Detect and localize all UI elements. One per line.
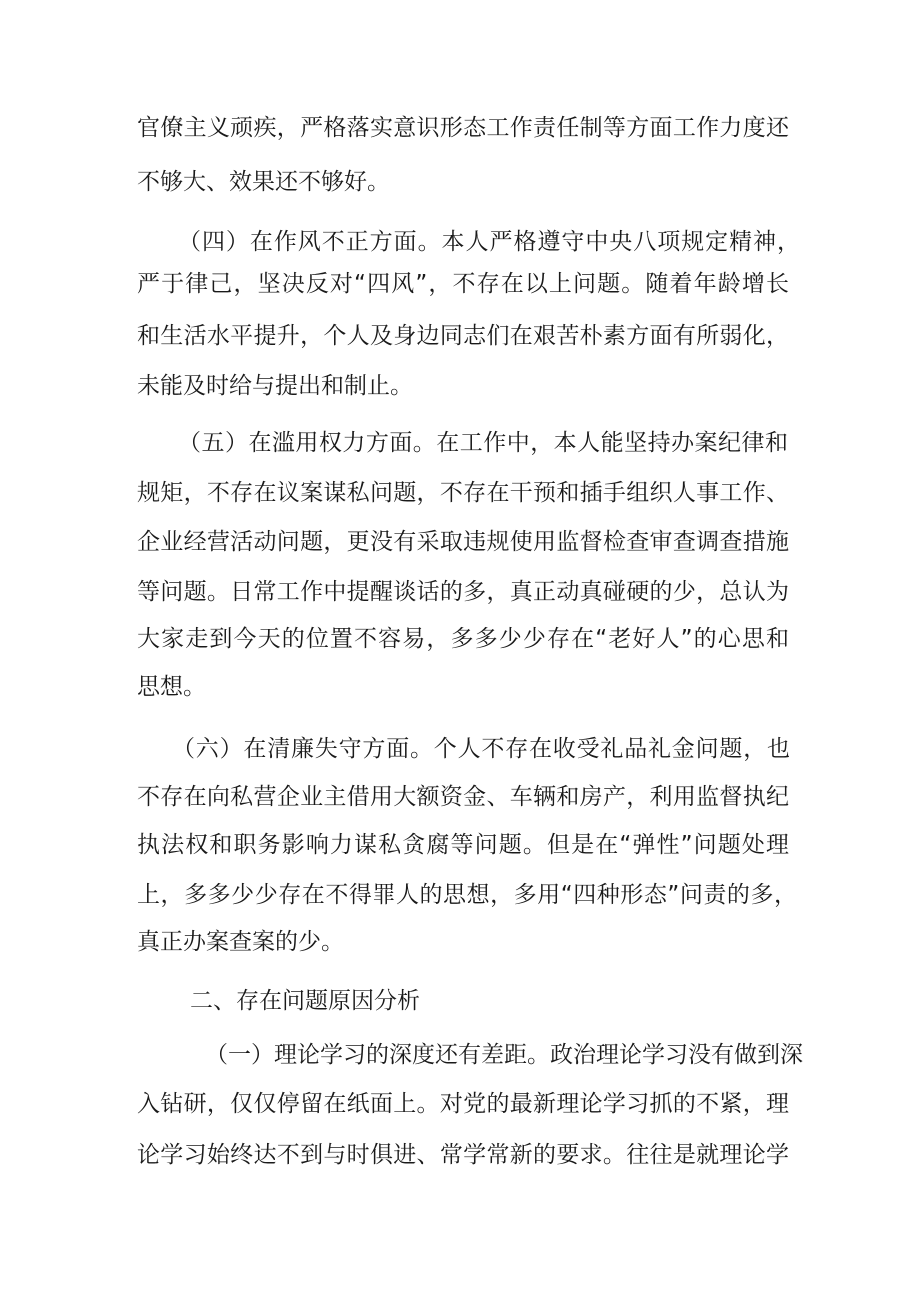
text-line: （六）在清廉失守方面。个人不存在收受礼品礼金问题，也 bbox=[172, 736, 790, 762]
text-line: 和生活水平提升，个人及身边同志们在艰苦朴素方面有所弱化， bbox=[137, 323, 789, 349]
text-line: 官僚主义顽疾，严格落实意识形态工作责任制等方面工作力度还 bbox=[137, 115, 789, 141]
text-line: （四）在作风不正方面。本人严格遵守中央八项规定精神， bbox=[178, 229, 800, 255]
text-line: 规矩，不存在议案谋私问题，不存在干预和插手组织人事工作、 bbox=[137, 480, 789, 506]
text-line: 严于律己，坚决反对“四风”，不存在以上问题。随着年龄增长 bbox=[137, 271, 789, 297]
text-line: 入钻研，仅仅停留在纸面上。对党的最新理论学习抓的不紧，理 bbox=[137, 1091, 789, 1117]
text-line: 思想。 bbox=[137, 674, 206, 700]
text-line: 不够大、效果还不够好。 bbox=[137, 169, 390, 195]
text-line: 未能及时给与提出和制止。 bbox=[137, 373, 413, 399]
text-line: 企业经营活动问题，更没有采取违规使用监督检查审查调查措施 bbox=[137, 529, 789, 555]
section-heading: 二、存在问题原因分析 bbox=[190, 988, 420, 1014]
text-line: （一）理论学习的深度还有差距。政治理论学习没有做到深 bbox=[205, 1042, 803, 1068]
text-line: （五）在滥用权力方面。在工作中，本人能坚持办案纪律和 bbox=[178, 430, 788, 456]
text-line: 大家走到今天的位置不容易，多多少少存在“老好人”的心思和 bbox=[137, 626, 789, 652]
text-line: 执法权和职务影响力谋私贪腐等问题。但是在“弹性”问题处理 bbox=[137, 832, 789, 858]
text-line: 真正办案查案的少。 bbox=[137, 929, 344, 955]
text-line: 等问题。日常工作中提醒谈话的多，真正动真碰硬的少，总认为 bbox=[137, 579, 789, 605]
text-line: 论学习始终达不到与时俱进、常学常新的要求。往往是就理论学 bbox=[137, 1142, 789, 1168]
text-line: 不存在向私营企业主借用大额资金、车辆和房产，利用监督执纪 bbox=[137, 784, 789, 810]
text-line: 上，多多少少存在不得罪人的思想，多用“四种形态”问责的多， bbox=[137, 882, 797, 908]
